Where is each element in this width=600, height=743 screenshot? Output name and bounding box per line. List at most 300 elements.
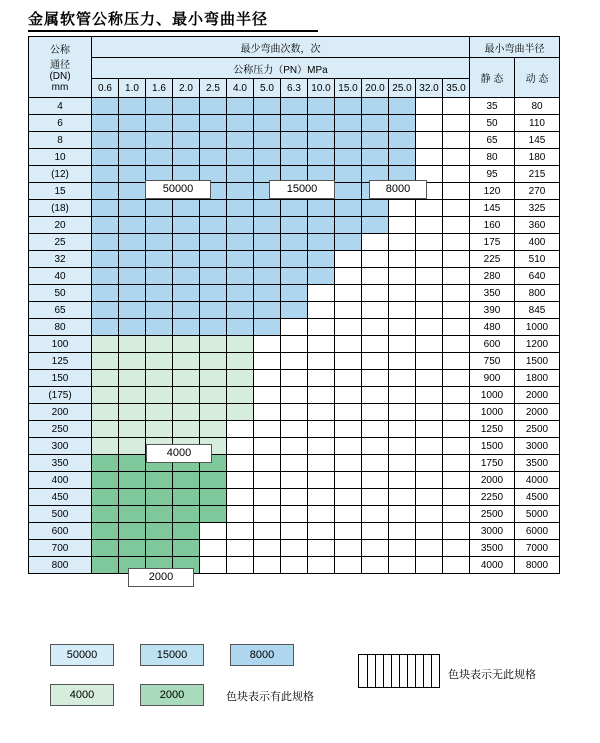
spec-cell [119, 149, 146, 166]
spec-cell [281, 234, 308, 251]
spec-cell [335, 217, 362, 234]
spec-cell [281, 472, 308, 489]
spec-cell [335, 319, 362, 336]
static-radius-value: 750 [470, 353, 515, 370]
spec-cell [362, 557, 389, 574]
spec-cell [416, 472, 443, 489]
spec-cell [254, 217, 281, 234]
spec-cell [119, 353, 146, 370]
spec-cell [200, 336, 227, 353]
spec-cell [200, 285, 227, 302]
spec-cell [119, 268, 146, 285]
dynamic-header: 动 态 [515, 58, 560, 98]
spec-cell [416, 115, 443, 132]
spec-cell [362, 149, 389, 166]
spec-cell [173, 132, 200, 149]
spec-cell [146, 200, 173, 217]
spec-cell [227, 472, 254, 489]
spec-cell [335, 251, 362, 268]
spec-cell [416, 251, 443, 268]
spec-cell [119, 183, 146, 200]
spec-cell [92, 489, 119, 506]
spec-cell [308, 404, 335, 421]
stripe-line [391, 655, 392, 687]
spec-cell [173, 234, 200, 251]
static-radius-value: 65 [470, 132, 515, 149]
spec-cell [92, 319, 119, 336]
spec-cell [173, 506, 200, 523]
spec-cell [146, 234, 173, 251]
spec-cell [173, 353, 200, 370]
spec-cell [335, 268, 362, 285]
spec-cell [173, 540, 200, 557]
spec-cell [254, 98, 281, 115]
pn-column-header: 0.6 [92, 79, 119, 98]
spec-cell [281, 523, 308, 540]
spec-cell [416, 353, 443, 370]
spec-cell [200, 387, 227, 404]
spec-cell [335, 166, 362, 183]
spec-cell [308, 540, 335, 557]
pn-column-header: 4.0 [227, 79, 254, 98]
spec-cell [119, 234, 146, 251]
spec-cell [254, 234, 281, 251]
spec-cell [173, 421, 200, 438]
spec-cell [416, 489, 443, 506]
legend-note-color: 色块表示有此规格 [226, 691, 314, 703]
spec-cell [443, 557, 470, 574]
stripe-line [407, 655, 408, 687]
table-row [29, 523, 560, 540]
static-header: 静 态 [470, 58, 515, 98]
spec-cell [281, 489, 308, 506]
spec-cell [146, 285, 173, 302]
static-radius-value: 900 [470, 370, 515, 387]
spec-cell [281, 438, 308, 455]
dn-line-3: (DN) [49, 71, 71, 82]
spec-cell [254, 132, 281, 149]
spec-cell [254, 421, 281, 438]
spec-cell [443, 489, 470, 506]
static-radius-value: 1750 [470, 455, 515, 472]
spec-cell [200, 115, 227, 132]
spec-cell [92, 183, 119, 200]
spec-cell [281, 132, 308, 149]
static-radius-value: 600 [470, 336, 515, 353]
static-radius-value: 145 [470, 200, 515, 217]
spec-cell [389, 217, 416, 234]
table-row [29, 455, 560, 472]
spec-cell [281, 149, 308, 166]
spec-cell [227, 540, 254, 557]
dynamic-radius-value: 640 [515, 268, 560, 285]
spec-cell [146, 115, 173, 132]
dynamic-radius-value: 270 [515, 183, 560, 200]
dn-value: 600 [29, 523, 92, 540]
table-row [29, 200, 560, 217]
spec-cell [200, 268, 227, 285]
dn-value: 125 [29, 353, 92, 370]
spec-cell [308, 200, 335, 217]
static-radius-value: 3000 [470, 523, 515, 540]
spec-cell [146, 523, 173, 540]
spec-cell [443, 268, 470, 285]
spec-cell [173, 319, 200, 336]
spec-cell [308, 149, 335, 166]
spec-cell [146, 302, 173, 319]
pn-column-header: 2.0 [173, 79, 200, 98]
spec-cell [389, 489, 416, 506]
dynamic-radius-value: 1000 [515, 319, 560, 336]
spec-cell [443, 183, 470, 200]
spec-cell [146, 506, 173, 523]
spec-cell [173, 285, 200, 302]
spec-cell [335, 404, 362, 421]
spec-cell [281, 557, 308, 574]
dn-value: 300 [29, 438, 92, 455]
pn-column-header: 35.0 [443, 79, 470, 98]
spec-cell [389, 472, 416, 489]
table-row [29, 353, 560, 370]
spec-cell [92, 523, 119, 540]
spec-cell [119, 285, 146, 302]
spec-cell [200, 217, 227, 234]
spec-cell [227, 217, 254, 234]
stripe-line [367, 655, 368, 687]
spec-cell [281, 370, 308, 387]
spec-cell [146, 404, 173, 421]
spec-cell [443, 251, 470, 268]
spec-cell [362, 540, 389, 557]
spec-cell [119, 387, 146, 404]
spec-cell [92, 404, 119, 421]
spec-cell [92, 540, 119, 557]
legend-item-50000: 50000 [50, 644, 114, 666]
spec-cell [254, 387, 281, 404]
spec-cell [146, 370, 173, 387]
dn-value: 6 [29, 115, 92, 132]
static-radius-value: 3500 [470, 540, 515, 557]
dynamic-radius-value: 400 [515, 234, 560, 251]
dynamic-radius-value: 80 [515, 98, 560, 115]
spec-cell [443, 404, 470, 421]
spec-cell [200, 302, 227, 319]
dynamic-radius-value: 3000 [515, 438, 560, 455]
spec-cell [227, 421, 254, 438]
dynamic-radius-value: 4000 [515, 472, 560, 489]
spec-cell [254, 200, 281, 217]
spec-cell [281, 200, 308, 217]
spec-cell [173, 370, 200, 387]
spec-cell [416, 234, 443, 251]
spec-cell [119, 166, 146, 183]
table-row [29, 115, 560, 132]
spec-cell [308, 421, 335, 438]
table-row [29, 387, 560, 404]
legend-striped-swatch [358, 654, 440, 688]
spec-cell [92, 115, 119, 132]
dynamic-radius-value: 215 [515, 166, 560, 183]
spec-cell [389, 98, 416, 115]
spec-cell [281, 404, 308, 421]
page-title: 金属软管公称压力、最小弯曲半径 [28, 10, 269, 28]
spec-cell [146, 353, 173, 370]
spec-cell [389, 523, 416, 540]
spec-cell [173, 387, 200, 404]
spec-cell [443, 523, 470, 540]
spec-cell [389, 404, 416, 421]
stripe-line [375, 655, 376, 687]
spec-cell [308, 523, 335, 540]
cell-value-label: 15000 [269, 180, 335, 199]
spec-cell [227, 353, 254, 370]
spec-cell [281, 285, 308, 302]
spec-cell [335, 540, 362, 557]
spec-cell [254, 557, 281, 574]
spec-cell [173, 217, 200, 234]
spec-cell [254, 506, 281, 523]
static-radius-value: 160 [470, 217, 515, 234]
spec-cell [92, 149, 119, 166]
spec-cell [362, 489, 389, 506]
spec-cell [308, 387, 335, 404]
spec-cell [389, 540, 416, 557]
static-radius-value: 1500 [470, 438, 515, 455]
min-radius-header: 最小弯曲半径 [470, 37, 560, 58]
spec-cell [200, 319, 227, 336]
dn-value: 400 [29, 472, 92, 489]
spec-cell [416, 319, 443, 336]
spec-cell [362, 421, 389, 438]
spec-cell [416, 557, 443, 574]
pn-column-header: 15.0 [335, 79, 362, 98]
spec-cell [281, 336, 308, 353]
dn-line-1: 公称 [50, 45, 70, 56]
spec-cell [416, 268, 443, 285]
spec-cell [416, 98, 443, 115]
spec-cell [119, 438, 146, 455]
dn-value: 10 [29, 149, 92, 166]
spec-cell [443, 336, 470, 353]
dynamic-radius-value: 510 [515, 251, 560, 268]
static-radius-value: 2250 [470, 489, 515, 506]
spec-cell [119, 98, 146, 115]
spec-cell [227, 404, 254, 421]
static-radius-value: 390 [470, 302, 515, 319]
table-row [29, 438, 560, 455]
spec-cell [119, 217, 146, 234]
spec-cell [443, 285, 470, 302]
spec-cell [200, 506, 227, 523]
dn-value: 20 [29, 217, 92, 234]
spec-cell [281, 421, 308, 438]
spec-cell [389, 387, 416, 404]
spec-cell [389, 353, 416, 370]
spec-cell [335, 149, 362, 166]
spec-cell [443, 353, 470, 370]
static-radius-value: 280 [470, 268, 515, 285]
spec-cell [254, 489, 281, 506]
table-row [29, 506, 560, 523]
dn-value: 40 [29, 268, 92, 285]
table-row [29, 540, 560, 557]
table-row [29, 234, 560, 251]
spec-cell [416, 149, 443, 166]
spec-cell [92, 285, 119, 302]
legend-item-2000: 2000 [140, 684, 204, 706]
pn-column-header: 32.0 [416, 79, 443, 98]
spec-cell [254, 319, 281, 336]
table-row [29, 132, 560, 149]
spec-cell [200, 200, 227, 217]
spec-cell [443, 370, 470, 387]
pn-column-header: 1.0 [119, 79, 146, 98]
stripe-line [415, 655, 416, 687]
spec-cell [254, 251, 281, 268]
dn-header-cell [29, 37, 92, 98]
spec-cell [119, 540, 146, 557]
spec-cell [308, 98, 335, 115]
spec-cell [146, 251, 173, 268]
spec-cell [92, 387, 119, 404]
pn-column-header: 25.0 [389, 79, 416, 98]
spec-cell [308, 506, 335, 523]
spec-cell [281, 319, 308, 336]
spec-cell [92, 166, 119, 183]
static-radius-value: 480 [470, 319, 515, 336]
static-radius-value: 1250 [470, 421, 515, 438]
spec-cell [281, 506, 308, 523]
pn-column-header: 5.0 [254, 79, 281, 98]
dn-value: (175) [29, 387, 92, 404]
dynamic-radius-value: 180 [515, 149, 560, 166]
spec-cell [281, 302, 308, 319]
spec-cell [389, 200, 416, 217]
spec-cell [443, 98, 470, 115]
spec-cell [281, 268, 308, 285]
table-row [29, 251, 560, 268]
spec-cell [335, 370, 362, 387]
table-row [29, 489, 560, 506]
spec-cell [335, 438, 362, 455]
spec-cell [308, 115, 335, 132]
legend-note-striped: 色块表示无此规格 [448, 669, 536, 681]
spec-cell [254, 149, 281, 166]
spec-cell [389, 132, 416, 149]
spec-cell [335, 183, 362, 200]
table-row [29, 268, 560, 285]
spec-cell [92, 455, 119, 472]
cell-value-label: 50000 [145, 180, 211, 199]
spec-cell [146, 268, 173, 285]
spec-cell [308, 302, 335, 319]
stripe-line [423, 655, 424, 687]
table-body [29, 98, 560, 574]
title-underline [28, 30, 318, 32]
dn-value: 8 [29, 132, 92, 149]
spec-cell [362, 404, 389, 421]
spec-cell [389, 438, 416, 455]
spec-cell [443, 217, 470, 234]
spec-cell [200, 149, 227, 166]
static-radius-value: 2500 [470, 506, 515, 523]
spec-cell [227, 200, 254, 217]
spec-cell [173, 472, 200, 489]
spec-cell [119, 489, 146, 506]
spec-cell [200, 98, 227, 115]
spec-cell [416, 302, 443, 319]
spec-cell [119, 115, 146, 132]
spec-cell [200, 540, 227, 557]
legend [28, 640, 572, 720]
spec-cell [227, 234, 254, 251]
spec-cell [254, 336, 281, 353]
spec-cell [227, 370, 254, 387]
dynamic-radius-value: 110 [515, 115, 560, 132]
spec-cell [308, 336, 335, 353]
spec-cell [389, 115, 416, 132]
spec-cell [119, 455, 146, 472]
spec-cell [389, 285, 416, 302]
dynamic-radius-value: 5000 [515, 506, 560, 523]
dn-value: 4 [29, 98, 92, 115]
legend-item-8000: 8000 [230, 644, 294, 666]
spec-cell [335, 387, 362, 404]
spec-cell [308, 268, 335, 285]
spec-cell [146, 132, 173, 149]
spec-cell [362, 251, 389, 268]
pn-column-header: 1.6 [146, 79, 173, 98]
spec-cell [92, 200, 119, 217]
dynamic-radius-value: 7000 [515, 540, 560, 557]
spec-cell [227, 319, 254, 336]
spec-cell [92, 217, 119, 234]
spec-cell [335, 489, 362, 506]
dynamic-radius-value: 8000 [515, 557, 560, 574]
spec-cell [227, 132, 254, 149]
spec-cell [308, 251, 335, 268]
spec-cell [92, 251, 119, 268]
spec-cell [443, 149, 470, 166]
spec-cell [119, 319, 146, 336]
stripe-line [383, 655, 384, 687]
dn-value: 200 [29, 404, 92, 421]
table-row [29, 404, 560, 421]
spec-cell [362, 472, 389, 489]
table-row [29, 421, 560, 438]
spec-cell [92, 370, 119, 387]
spec-cell [362, 302, 389, 319]
spec-cell [227, 98, 254, 115]
table-row [29, 149, 560, 166]
spec-cell [146, 489, 173, 506]
spec-cell [335, 557, 362, 574]
static-radius-value: 50 [470, 115, 515, 132]
table-row [29, 302, 560, 319]
spec-cell [335, 285, 362, 302]
spec-cell [443, 438, 470, 455]
spec-cell [308, 353, 335, 370]
table-row [29, 370, 560, 387]
static-radius-value: 225 [470, 251, 515, 268]
stripe-line [399, 655, 400, 687]
spec-cell [443, 234, 470, 251]
pn-column-header: 10.0 [308, 79, 335, 98]
spec-cell [146, 336, 173, 353]
spec-cell [119, 404, 146, 421]
spec-cell [281, 98, 308, 115]
spec-cell [416, 387, 443, 404]
